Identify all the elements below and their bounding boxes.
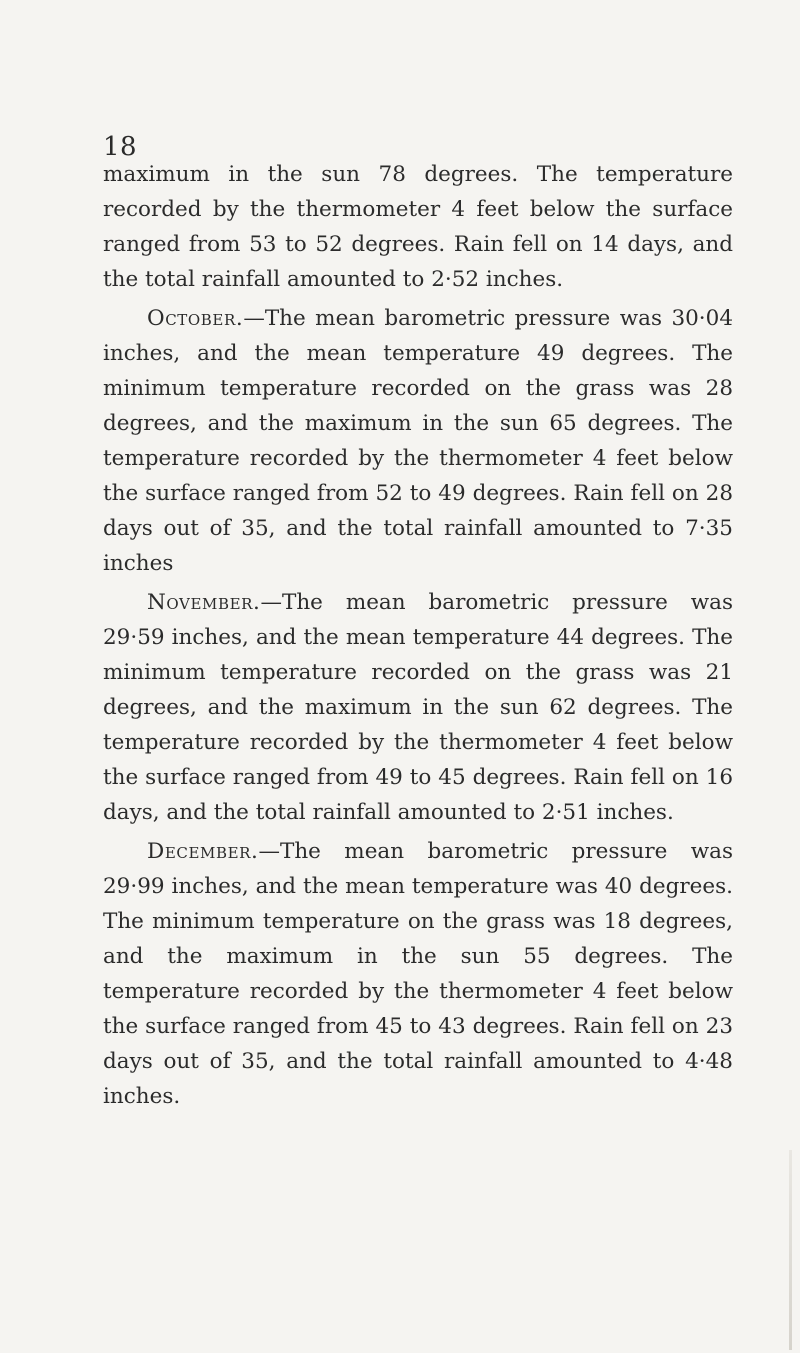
em-dash: —	[243, 306, 265, 331]
page-edge-shadow	[789, 1150, 792, 1350]
em-dash: —	[260, 590, 282, 615]
em-dash: —	[258, 839, 280, 864]
paragraph-text: maximum in the sun 78 degrees. The temperature recorded by the thermometer 4 feet below the surface ranged from 53 to 52 degrees. Rain fell on 14 days, and the total rainfall amounted to 2·52 inches.	[103, 162, 733, 292]
paragraph-november	[103, 585, 733, 830]
month-heading: December.	[147, 839, 259, 864]
month-heading: October.	[147, 306, 244, 331]
paragraph-text: The mean barometric pressure was 29·99 inches, and the mean temperature was 40 degrees. The minimum temperature on the grass was 18 degrees, and the maximum in the sun 55 degrees. The temperature recorded by the thermometer 4 feet below the surface ranged from 45 to 43 degrees. Rain fell on 23 days out of 35, and the total rainfall amounted to 4·48 inches.	[103, 839, 733, 1109]
paragraph-text: The mean barometric pressure was 30·04 inches, and the mean temperature 49 degrees. The minimum temperature recorded on the grass was 28 degrees, and the maximum in the sun 65 degrees. The temperature recorded by the thermometer 4 feet below the surface ranged from 52 to 49 degrees. Rain fell on 28 days out of 35, and the total rainfall amounted to 7·35 inches	[103, 306, 733, 576]
month-heading: November.	[147, 590, 261, 615]
paragraph-december	[103, 834, 733, 1114]
paragraph-text: The mean barometric pressure was 29·59 inches, and the mean temperature 44 degrees. The minimum temperature recorded on the grass was 21 degrees, and the maximum in the sun 62 degrees. The temperature recorded by the thermometer 4 feet below the surface ranged from 49 to 45 degrees. Rain fell on 16 days, and the total rainfall amounted to 2·51 inches.	[103, 590, 733, 825]
page-number: 18	[103, 132, 138, 162]
body-text	[103, 157, 733, 1118]
paragraph-september-continued	[103, 157, 733, 297]
paragraph-october	[103, 301, 733, 581]
